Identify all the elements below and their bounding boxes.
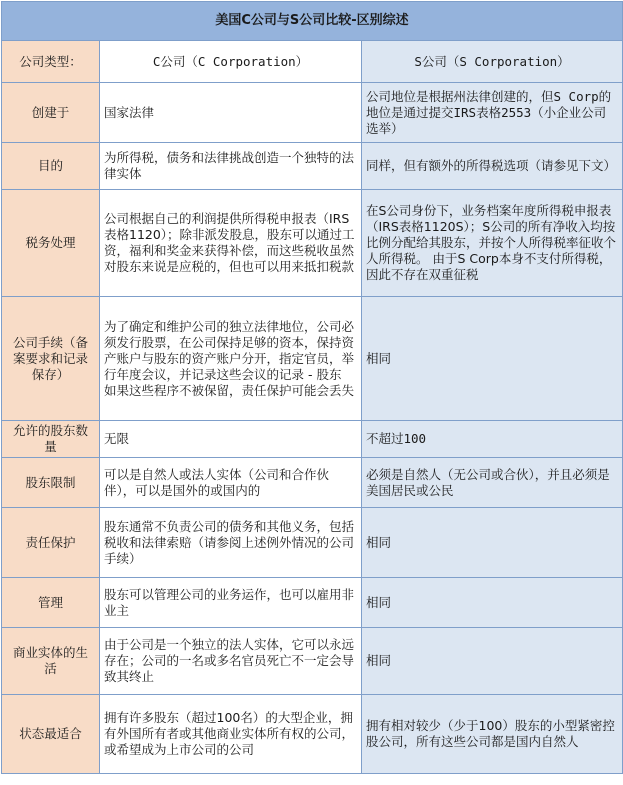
s-cell-created: 公司地位是根据州法律创建的，但S Corp的地位是通过提交IRS表格2553（小企业公司选举） (362, 83, 623, 143)
s-cell-best-for: 拥有相对较少（少于100）股东的小型紧密控股公司，所有这些公司都是国内自然人 (362, 695, 623, 774)
row-label-created: 创建于 (2, 83, 100, 143)
table-row (2, 83, 623, 143)
c-cell-formalities: 为了确定和维护公司的独立法律地位，公司必须发行股票，在公司保持足够的资本，保持资产账户与股东的资产账户分开，指定官员，举行年度会议，并记录这些会议的记录 - 股东 如果这些程序不被保留，责任保护可能会丢失 (100, 297, 362, 421)
row-label-liability: 责任保护 (2, 508, 100, 578)
row-label-shareholder-count: 允许的股东数量 (2, 421, 100, 458)
c-cell-best-for: 拥有许多股东（超过100名）的大型企业，拥有外国所有者或其他商业实体所有权的公司，或希望成为上市公司的公司 (100, 695, 362, 774)
row-label-tax: 税务处理 (2, 190, 100, 297)
s-cell-purpose: 同样，但有额外的所得税选项（请参见下文） (362, 143, 623, 190)
c-cell-purpose: 为所得税，债务和法律挑战创造一个独特的法律实体 (100, 143, 362, 190)
c-cell-created: 国家法律 (100, 83, 362, 143)
s-cell-tax: 在S公司身份下，业务档案年度所得税申报表（IRS表格1120S）；S公司的所有净收入均按比例分配给其股东，并按个人所得税率征收个人所得税。 由于S Corp本身不支付所得税，因此不存在双重征税 (362, 190, 623, 297)
s-cell-entity-life: 相同 (362, 628, 623, 695)
s-cell-shareholder-count: 不超过100 (362, 421, 623, 458)
row-label-shareholder-restrictions: 股东限制 (2, 458, 100, 508)
row-label-formalities: 公司手续（备案要求和记录保存） (2, 297, 100, 421)
table-row (2, 421, 623, 458)
table-row (2, 458, 623, 508)
row-label-purpose: 目的 (2, 143, 100, 190)
header-label-cell: 公司类型： (2, 41, 100, 83)
table-row (2, 190, 623, 297)
title-row (2, 2, 623, 41)
c-cell-entity-life: 由于公司是一个独立的法人实体，它可以永远存在；公司的一名或多名官员死亡不一定会导致其终止 (100, 628, 362, 695)
s-cell-management: 相同 (362, 578, 623, 628)
c-cell-shareholder-restrictions: 可以是自然人或法人实体（公司和合作伙伴），可以是国外的或国内的 (100, 458, 362, 508)
row-label-best-for: 状态最适合 (2, 695, 100, 774)
table-row (2, 578, 623, 628)
table-row (2, 508, 623, 578)
header-row (2, 41, 623, 83)
comparison-sheet (1, 1, 622, 783)
s-cell-shareholder-restrictions: 必须是自然人（无公司或合伙），并且必须是美国居民或公民 (362, 458, 623, 508)
table-row (2, 695, 623, 774)
c-cell-tax: 公司根据自己的利润提供所得税申报表（IRS表格1120）；除非派发股息，股东可以通过工资，福利和奖金来获得补偿，而这些税收虽然对股东来说是应税的，但也可以用来抵扣税款 (100, 190, 362, 297)
row-label-entity-life: 商业实体的生活 (2, 628, 100, 695)
table-title: 美国C公司与S公司比较-区别综述 (2, 2, 623, 41)
s-cell-formalities: 相同 (362, 297, 623, 421)
table-row (2, 143, 623, 190)
header-s-corp-cell: S公司（S Corporation） (362, 41, 623, 83)
c-cell-management: 股东可以管理公司的业务运作，也可以雇用非业主 (100, 578, 362, 628)
header-c-corp-cell: C公司（C Corporation） (100, 41, 362, 83)
c-cell-liability: 股东通常不负责公司的债务和其他义务，包括税收和法律索赔（请参阅上述例外情况的公司手续） (100, 508, 362, 578)
c-cell-shareholder-count: 无限 (100, 421, 362, 458)
table-row (2, 628, 623, 695)
row-label-management: 管理 (2, 578, 100, 628)
s-cell-liability: 相同 (362, 508, 623, 578)
table-row (2, 297, 623, 421)
comparison-table (1, 1, 623, 774)
